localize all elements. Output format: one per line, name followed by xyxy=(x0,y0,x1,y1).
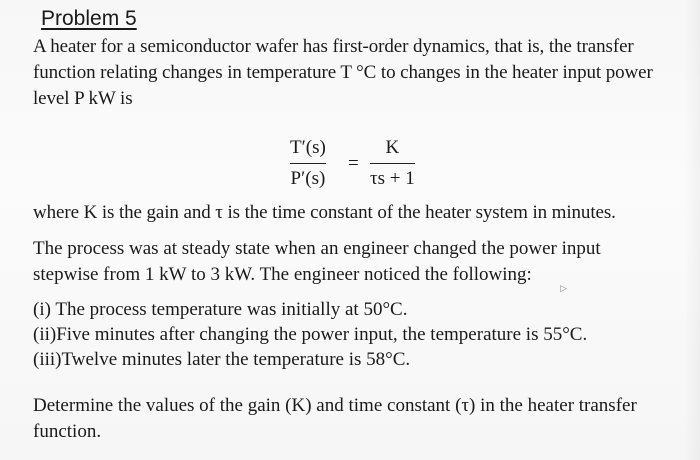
rhs-fraction xyxy=(370,136,415,191)
rhs-fraction-bar xyxy=(370,163,415,164)
lhs-fraction-bar xyxy=(290,163,326,164)
lhs-numerator: T′(s) xyxy=(290,137,326,158)
question-paragraph xyxy=(33,393,637,445)
question-line-1: Determine the values of the gain (K) and time constant (τ) in the heater transfer xyxy=(33,395,637,416)
observation-list xyxy=(33,297,587,372)
where-clause: where K is the gain and τ is the time constant of the heater system in minutes. xyxy=(33,202,616,223)
observation-item: (ii)Five minutes after changing the power input, the temperature is 55°C. xyxy=(33,324,588,345)
observation-item: (iii)Twelve minutes later the temperature is 58°C. xyxy=(33,349,411,370)
mouse-cursor-icon: ▷ xyxy=(560,284,567,294)
intro-line-2: function relating changes in temperature T °C to changes in the heater input power xyxy=(33,62,653,83)
question-line-2: function. xyxy=(33,421,102,442)
problem-heading: Problem 5 xyxy=(41,7,137,30)
equals-sign: = xyxy=(348,153,359,174)
observation-item: (i) The process temperature was initially at 50°C. xyxy=(33,299,408,320)
lhs-fraction xyxy=(290,136,326,191)
intro-paragraph xyxy=(33,34,683,112)
intro-line-3: level P kW is xyxy=(33,88,133,109)
transfer-function-equation xyxy=(286,136,446,198)
lhs-denominator: P′(s) xyxy=(290,168,326,189)
process-line-2: stepwise from 1 kW to 3 kW. The engineer noticed the following: xyxy=(33,264,532,285)
intro-line-1: A heater for a semiconductor wafer has first-order dynamics, that is, the transfer xyxy=(33,36,634,57)
process-paragraph xyxy=(33,236,673,288)
rhs-numerator: K xyxy=(385,137,400,158)
rhs-denominator: τs + 1 xyxy=(370,168,415,189)
page-edge-shadow xyxy=(684,0,700,460)
process-line-1: The process was at steady state when an engineer changed the power input xyxy=(33,238,601,259)
